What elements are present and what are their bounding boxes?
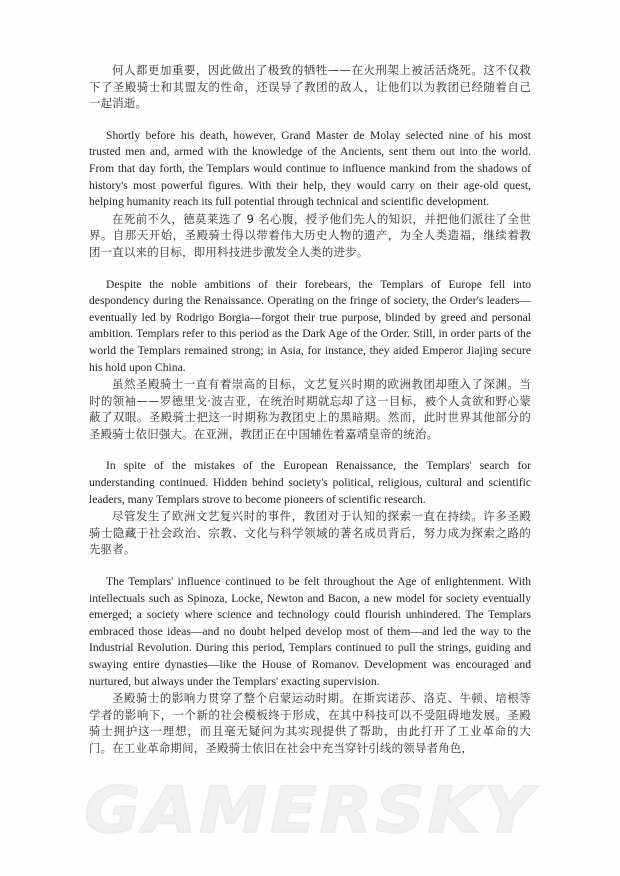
paragraph-spacer: [89, 442, 531, 458]
paragraph-english-1: Shortly before his death, however, Grand Master de Molay selected nine of his most trusted men and, armed with the knowledge of the Ancients, sent them out into the world. From that day forth, the Templars would continue to influence mankind from the shadows of history's most powerful figures. With their help, they would carry on their age-old quest, helping humanity reach its full potential through technical and scientific development.: [89, 128, 531, 209]
paragraph-spacer: [89, 261, 531, 277]
watermark: [0, 770, 620, 850]
paragraph-spacer: [89, 558, 531, 574]
paragraph-english-2: Despite the noble ambitions of their forebears, the Templars of Europe fell into despondency during the Renaissance. Operating on the fringe of society, the Order's leaders—eventually led by Rodrigo Borgia—forgot their true purpose, blinded by greed and personal ambition. Templars refer to this period as the Dark Age of the Order. Still, in order parts of the world the Templars remained strong; in Asia, for instance, they aided Emperor Jiajing secure his hold upon China.: [89, 277, 531, 374]
text-column: [89, 62, 531, 757]
watermark-text: GAMERSKY: [83, 773, 537, 847]
paragraph-english-4: The Templars' influence continued to be felt throughout the Age of enlightenment. With intellectuals such as Spinoza, Locke, Newton and Bacon, a new model for society eventually emerged; a society where science and technology could flourish unhindered. The Templars embraced those ideas—and no doubt helped develop most of them—and led the way to the Industrial Revolution. During this period, Templars continued to pull the strings, guiding and swaying entire dynasties—like the House of Romanov. Development was encouraged and nurtured, but always under the Templars' exacting supervision.: [89, 575, 531, 688]
paragraph-chinese-4: 尽管发生了欧洲文艺复兴时的事件，教团对于认知的探索一直在持续。许多圣殿骑士隐藏于社会政治、宗教、文化与科学领域的著名成员背后，努力成为探索之路的先驱者。: [89, 509, 531, 557]
paragraph-english-3: In spite of the mistakes of the European Renaissance, the Templars' search for understanding continued. Hidden behind society's political, religious, cultural and scientific leaders, many Templars strove to become pioneers of scientific research.: [89, 459, 531, 506]
paragraph-spacer: [89, 112, 531, 128]
paragraph-chinese-3: 虽然圣殿骑士一直有着崇高的目标，文艺复兴时期的欧洲教团却堕入了深渊。当时的领袖——罗德里戈·波吉亚，在统治时期就忘却了这一目标，被个人贪欲和野心蒙蔽了双眼。圣殿骑士把这一时期称为教团史上的黑暗期。然而，此时世界其他部分的圣殿骑士依旧强大。在亚洲，教团正在中国辅佐着嘉靖皇帝的统治。: [89, 377, 531, 441]
paragraph-chinese-2: 在死前不久，德莫莱选了 9 名心腹，授予他们先人的知识，并把他们派往了全世界。自那天开始，圣殿骑士得以带着伟大历史人物的遗产，为全人类造福，继续着教团一直以来的目标，即用科技进步激发全人类的进步。: [89, 211, 531, 259]
paragraph-chinese-5: 圣殿骑士的影响力贯穿了整个启蒙运动时期。在斯宾诺莎、洛克、牛顿、培根等学者的影响下，一个新的社会模板终于形成，在其中科技可以不受阻碍地发展。圣殿骑士拥护这一理想，而且毫无疑问为其实现提供了帮助，由此打开了工业革命的大门。在工业革命期间，圣殿骑士依旧在社会中充当穿针引线的领导者角色，: [89, 691, 531, 755]
paragraph-chinese-1: 何人都更加重要，因此做出了极致的牺牲——在火刑架上被活活烧死。这不仅救下了圣殿骑士和其盟友的性命，还误导了教团的敌人，让他们以为教团已经随着自己一起消逝。: [89, 63, 531, 111]
